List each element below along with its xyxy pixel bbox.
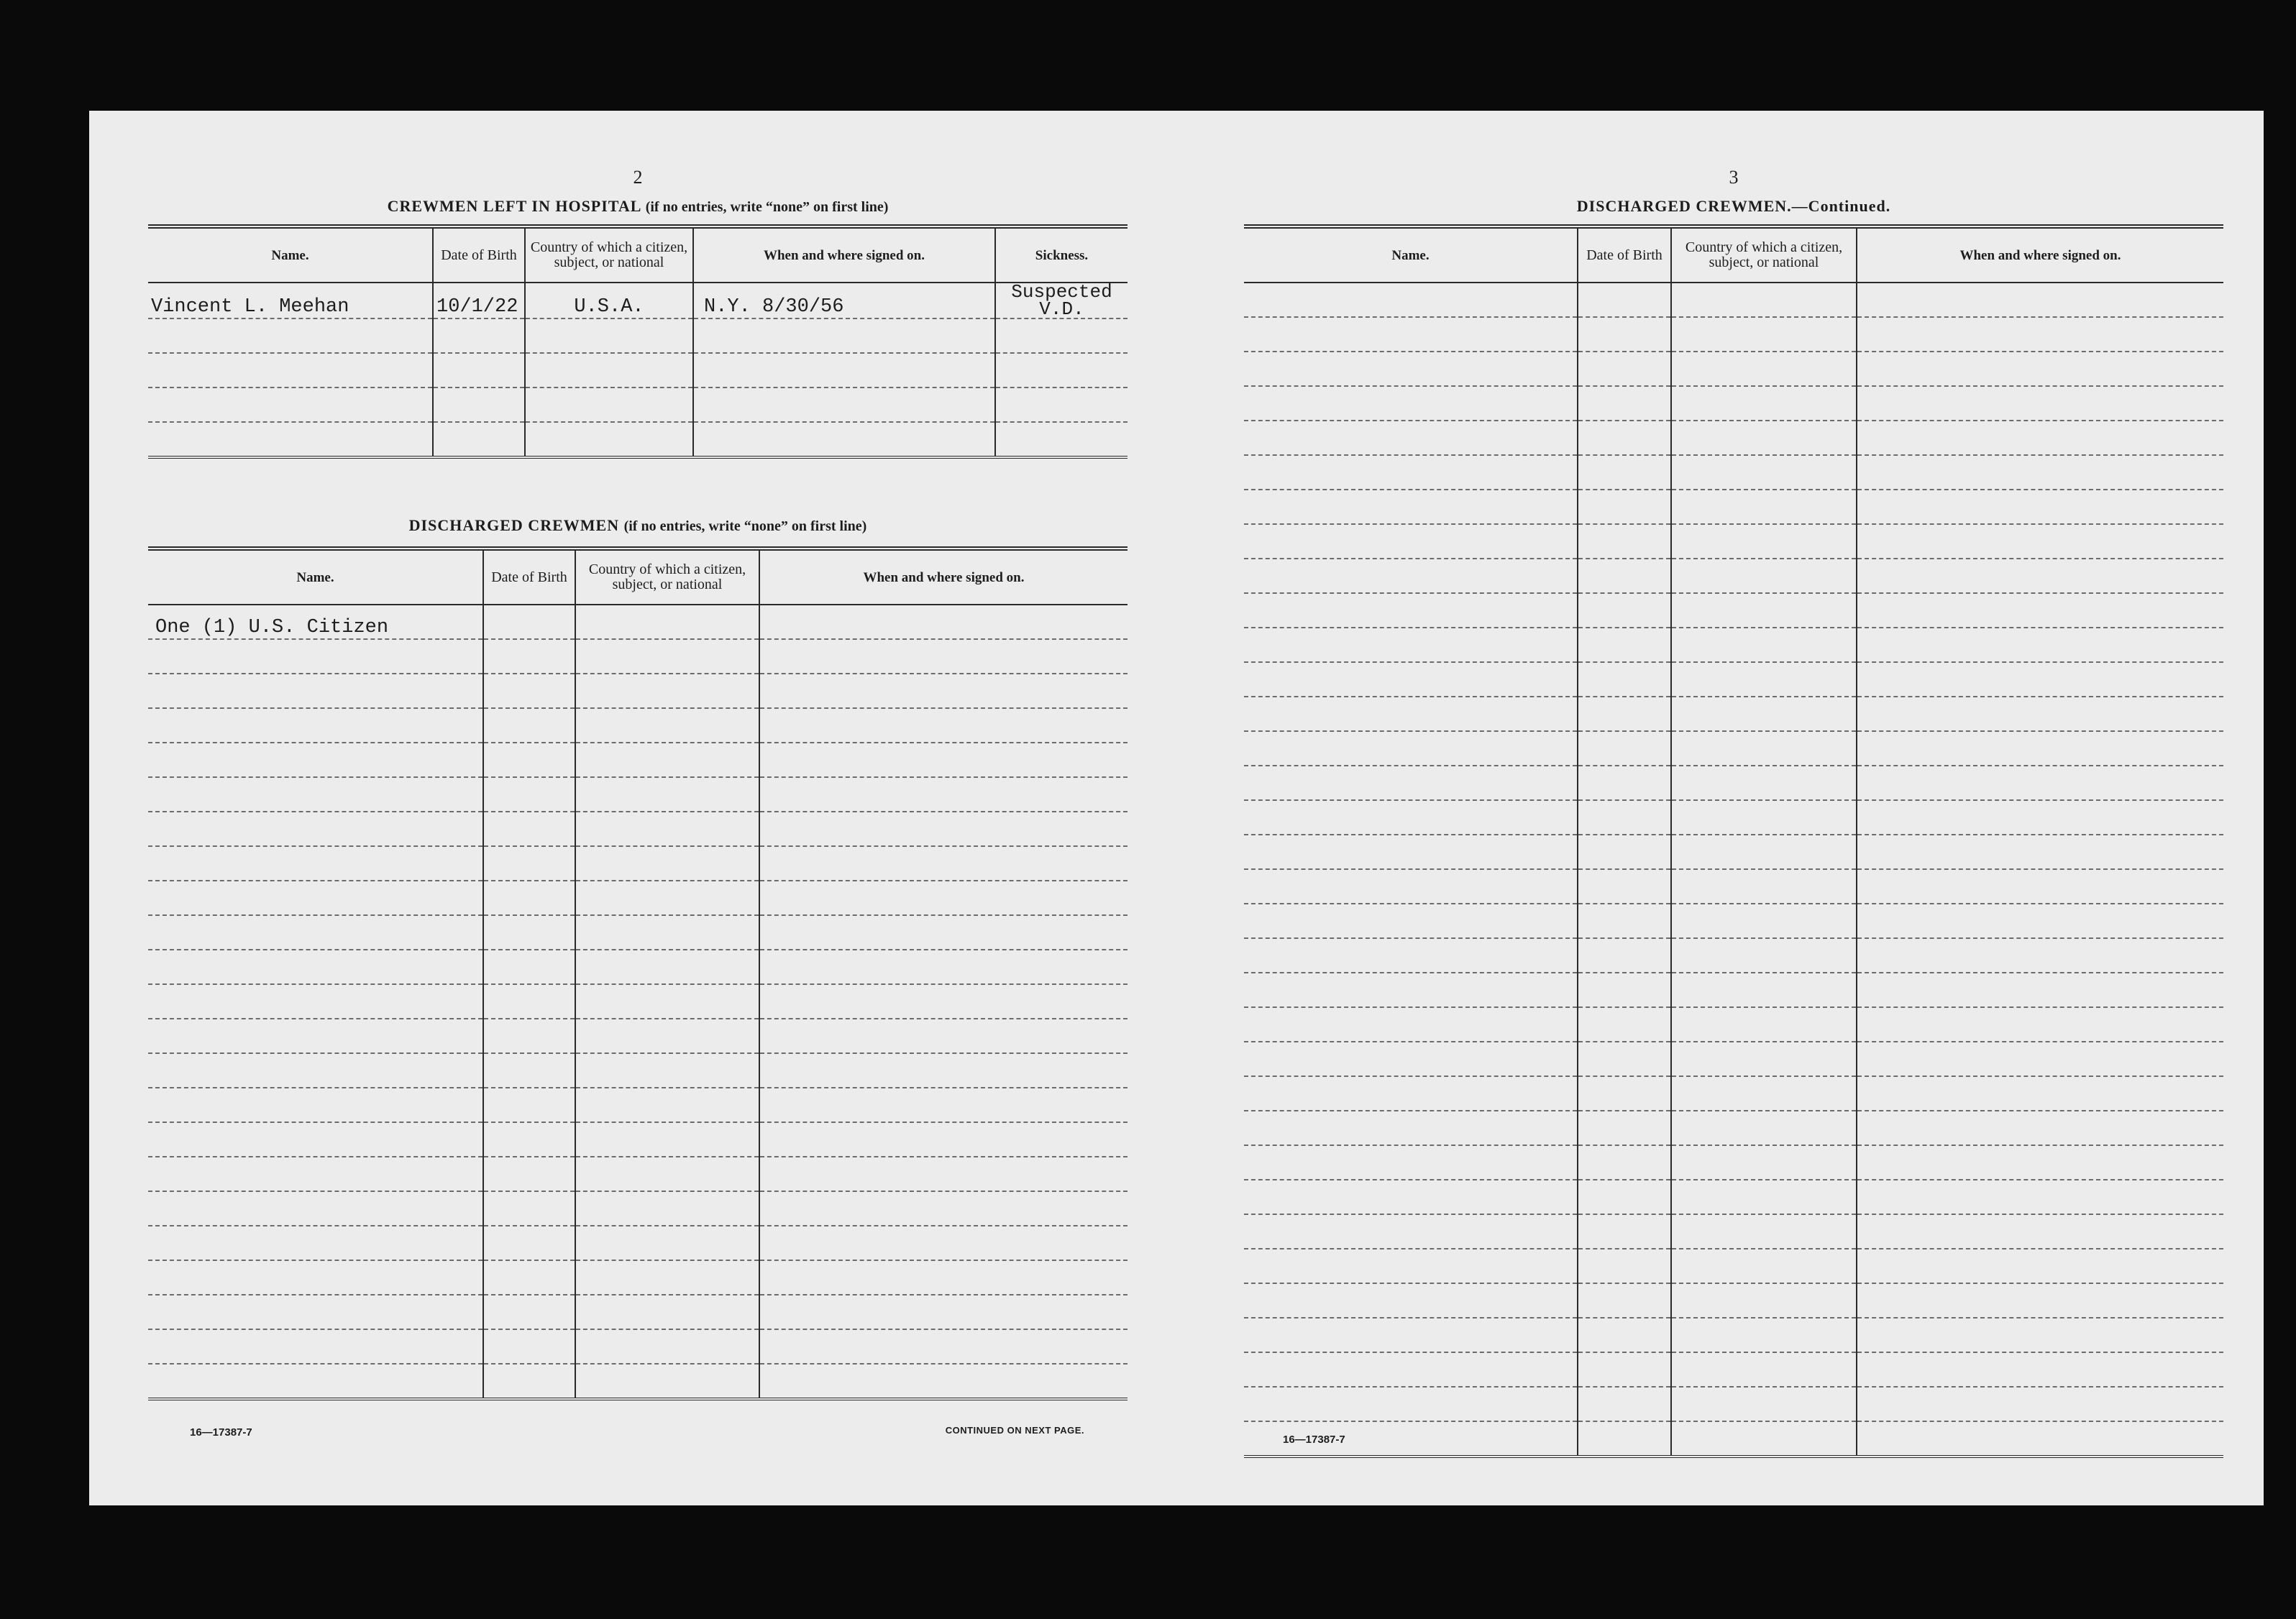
table-row [1244, 421, 2223, 455]
table-row [148, 881, 1128, 915]
discharged-table [148, 546, 1128, 1400]
table-row [1244, 904, 2223, 938]
table-row [1244, 1421, 2223, 1457]
table-row [1244, 1007, 2223, 1042]
form-code: 16—17387-7 [190, 1426, 252, 1439]
page-right [1244, 111, 2223, 1505]
table-row [1244, 1318, 2223, 1352]
table-row [148, 950, 1128, 984]
table-row [1244, 1352, 2223, 1387]
table-row [1244, 317, 2223, 352]
col-date-of-birth: Date of Birth [1578, 226, 1671, 283]
table-row [1244, 1283, 2223, 1318]
discharged-title-text: DISCHARGED CREWMEN [408, 516, 620, 534]
table-row [1244, 490, 2223, 524]
table-row [148, 605, 1128, 639]
col-signed-on: When and where signed on. [1857, 226, 2223, 283]
discharged-section-title [148, 516, 1128, 535]
hospital-table [148, 224, 1128, 459]
table-row [1244, 697, 2223, 731]
col-date-of-birth: Date of Birth [483, 549, 575, 605]
page-left [148, 111, 1128, 1505]
table-row [148, 283, 1128, 318]
table-row [1244, 1387, 2223, 1421]
table-row [1244, 455, 2223, 490]
table-row [148, 812, 1128, 846]
table-row [148, 674, 1128, 708]
discharged-continued-table [1244, 224, 2223, 1458]
col-country: Country of which a citizen, subject, or national [1671, 226, 1857, 283]
table-row [1244, 1111, 2223, 1145]
table-row [148, 1226, 1128, 1260]
crewman-signed-on: N.Y. 8/30/56 [693, 283, 995, 318]
hospital-section-title [148, 197, 1128, 216]
table-row [148, 1260, 1128, 1295]
table-row [1244, 1249, 2223, 1283]
table-row [148, 1364, 1128, 1399]
crewman-country: U.S.A. [525, 283, 693, 318]
discharged-title-note: (if no entries, write “none” on first line) [623, 518, 867, 534]
continued-note: CONTINUED ON NEXT PAGE. [945, 1425, 1084, 1436]
table-row [148, 1329, 1128, 1364]
table-row [148, 1157, 1128, 1191]
crewman-dob: 10/1/22 [433, 283, 525, 318]
table-row [1244, 559, 2223, 593]
table-row [1244, 1076, 2223, 1111]
table-row [1244, 1145, 2223, 1180]
discharged-entry: One (1) U.S. Citizen [148, 605, 483, 639]
table-row [1244, 283, 2223, 317]
crewman-name: Vincent L. Meehan [148, 283, 433, 318]
table-row [148, 639, 1128, 674]
col-country: Country of which a citizen, subject, or national [525, 226, 693, 283]
table-row [1244, 352, 2223, 386]
table-row [1244, 973, 2223, 1007]
table-row [148, 422, 1128, 457]
table-row [148, 353, 1128, 387]
table-row [148, 777, 1128, 812]
col-name: Name. [148, 226, 433, 283]
hospital-title-text: CREWMEN LEFT IN HOSPITAL [387, 197, 641, 215]
col-name: Name. [1244, 226, 1578, 283]
table-row [148, 387, 1128, 422]
table-row [1244, 524, 2223, 559]
table-row [1244, 938, 2223, 973]
table-row [1244, 628, 2223, 662]
col-sickness: Sickness. [995, 226, 1128, 283]
hospital-title-note: (if no entries, write “none” on first line) [645, 199, 889, 215]
table-row [148, 915, 1128, 950]
table-row [1244, 800, 2223, 835]
table-row [1244, 1180, 2223, 1214]
col-date-of-birth: Date of Birth [433, 226, 525, 283]
col-signed-on: When and where signed on. [693, 226, 995, 283]
table-row [148, 1053, 1128, 1088]
table-row [148, 846, 1128, 881]
table-row [1244, 662, 2223, 697]
col-country: Country of which a citizen, subject, or national [575, 549, 759, 605]
table-row [1244, 386, 2223, 421]
table-row [148, 984, 1128, 1019]
table-row [148, 1122, 1128, 1157]
table-row [1244, 869, 2223, 904]
table-row [148, 743, 1128, 777]
table-row [148, 1295, 1128, 1329]
table-row [1244, 1214, 2223, 1249]
table-row [148, 1088, 1128, 1122]
table-row [148, 1191, 1128, 1226]
col-signed-on: When and where signed on. [759, 549, 1128, 605]
table-row [148, 708, 1128, 743]
document-paper [89, 111, 2264, 1505]
table-row [1244, 731, 2223, 766]
col-name: Name. [148, 549, 483, 605]
right-section-title: DISCHARGED CREWMEN.—Continued. [1576, 197, 1891, 215]
sickness-line-1: Suspected [1011, 283, 1112, 303]
table-row [1244, 835, 2223, 869]
table-row [1244, 766, 2223, 800]
table-row [148, 1019, 1128, 1053]
form-code: 16—17387-7 [1283, 1434, 1345, 1446]
table-row [148, 318, 1128, 353]
page-number: 3 [1729, 167, 1739, 188]
sickness-line-2: V.D. [1039, 298, 1084, 318]
page-number: 2 [633, 167, 643, 188]
crewman-sickness [995, 283, 1128, 318]
table-row [1244, 593, 2223, 628]
table-row [1244, 1042, 2223, 1076]
